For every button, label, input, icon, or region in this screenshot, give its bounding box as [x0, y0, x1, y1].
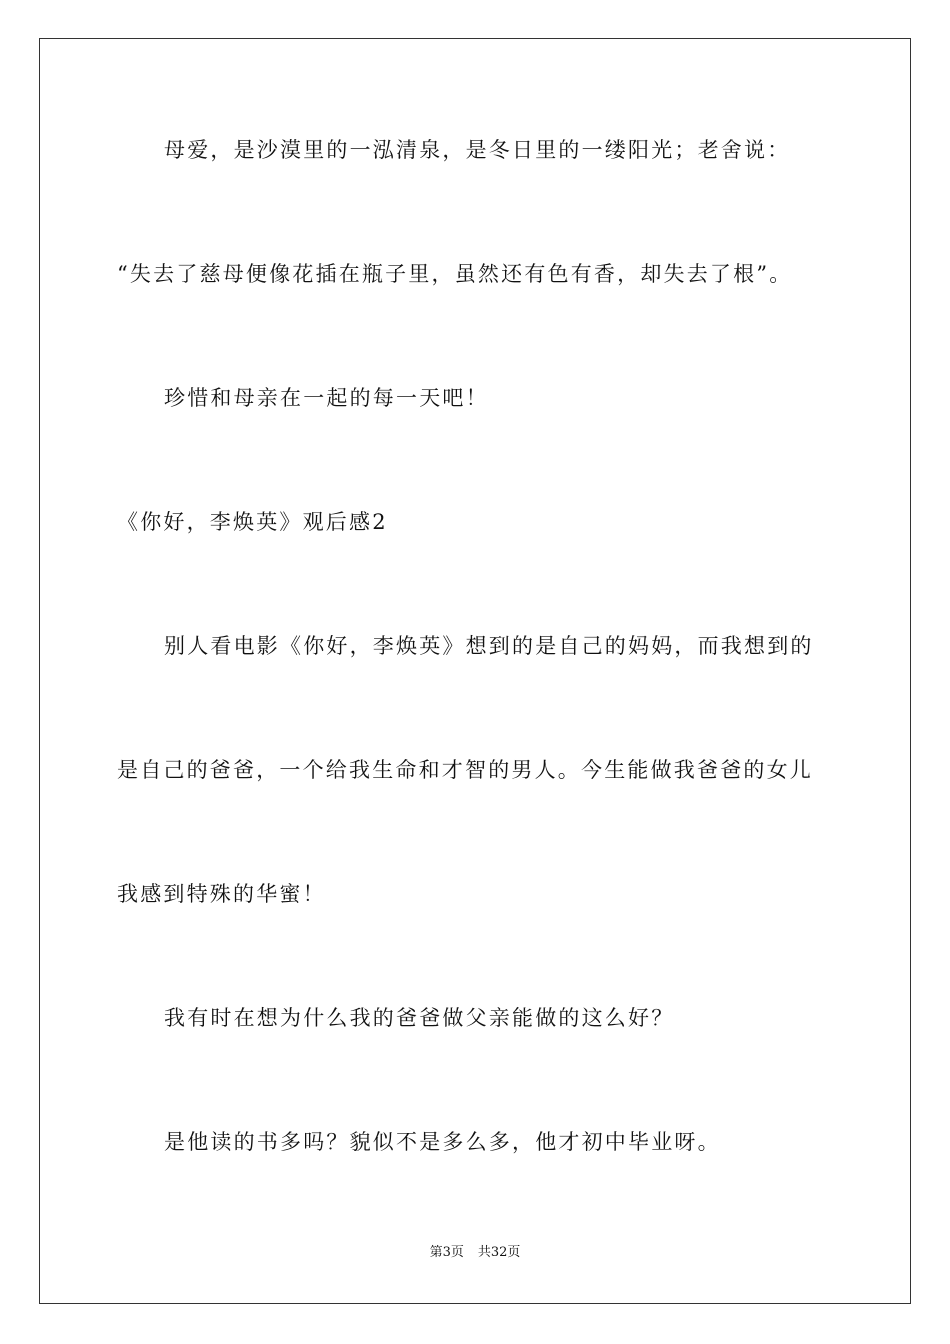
- paragraph-line: “失去了慈母便像花插在瓶子里，虽然还有色有香，却失去了根”。: [117, 262, 793, 286]
- page-border: [39, 38, 911, 1304]
- paragraph-line: 母爱，是沙漠里的一泓清泉，是冬日里的一缕阳光；老舍说：: [164, 138, 791, 162]
- page-footer: [0, 1244, 950, 1262]
- paragraph-line: 珍惜和母亲在一起的每一天吧！: [164, 386, 489, 410]
- paragraph-line: 我有时在想为什么我的爸爸做父亲能做的这么好？: [164, 1006, 675, 1030]
- paragraph-line: 是自己的爸爸，一个给我生命和才智的男人。今生能做我爸爸的女儿: [117, 758, 813, 782]
- section-heading: 《你好，李焕英》观后感2: [117, 510, 388, 534]
- page-number: 第3页: [429, 1245, 464, 1260]
- paragraph-line: 别人看电影《你好，李焕英》想到的是自己的妈妈，而我想到的: [164, 634, 814, 658]
- total-pages: 共32页: [477, 1245, 521, 1260]
- paragraph-line: 我感到特殊的华蜜！: [117, 882, 326, 906]
- paragraph-line: 是他读的书多吗？貌似不是多么多，他才初中毕业呀。: [164, 1130, 721, 1154]
